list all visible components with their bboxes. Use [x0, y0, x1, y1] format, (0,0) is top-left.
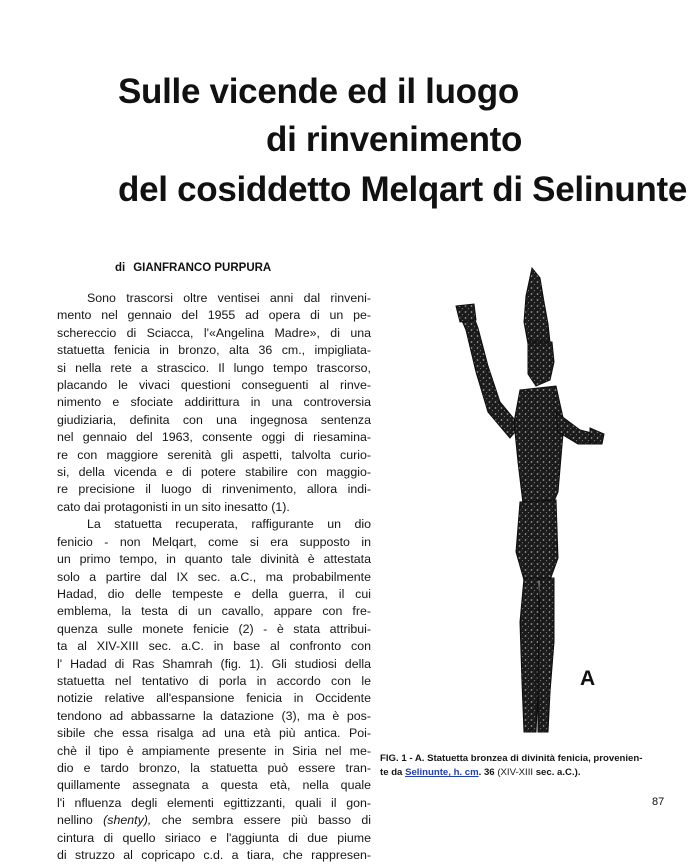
body-line: Hadad, dio delle tempeste e della guerra, il cui: [57, 586, 371, 601]
body-line: re con maggiore serenità gli aspetti, talvolta curio-: [57, 447, 371, 462]
caption-prefix: te da: [380, 767, 406, 778]
body-line: dio e tardo bronzo, la statuetta può essere tran-: [57, 760, 371, 775]
statuette-silhouette: [440, 262, 620, 802]
body-line: l' Hadad di Ras Shamrah (fig. 1). Gli studiosi della: [57, 656, 371, 671]
body-line: sibile che essa risalga ad una età più antica. Poi-: [57, 726, 371, 741]
body-line: statuetta nel tentativo di porla in accordo con le: [57, 673, 371, 688]
body-line: emblema, la testa di un cavallo, appare con fre-: [57, 604, 371, 619]
caption-dates: (XIV-XIII: [497, 767, 534, 778]
figure-caption: [380, 752, 665, 780]
caption-line-2: [380, 766, 665, 780]
body-line: Sono trascorsi oltre ventisei anni dal rinveni-: [87, 291, 371, 305]
author-byline: [115, 262, 271, 274]
title-line-2: di rinvenimento: [266, 120, 523, 159]
body-line: nimento e sfociate addirittura in una controversia: [57, 395, 371, 410]
body-line: quenza sulle monete fenicie (2) - è stata attribui-: [57, 621, 371, 636]
body-line: [57, 812, 371, 829]
caption-link[interactable]: Selinunte, h. cm: [405, 767, 479, 778]
body-line: solo a partire dal IX sec. a.C., ma probabilmente: [57, 569, 371, 584]
author-name: GIANFRANCO PURPURA: [133, 262, 272, 274]
body-line: placando le vivaci questioni conseguenti al rinve-: [57, 378, 371, 393]
body-line: mento nel gennaio del 1955 ad opera di un pe-: [57, 308, 371, 323]
article-body: [57, 290, 371, 864]
body-line: tendono ad abbassarne la datazione (3), ma è pos-: [57, 708, 371, 723]
body-line: fenicio - non Melqart, come si era supposto in: [57, 534, 371, 549]
body-line: nel gennaio del 1963, consente oggi di riesamina-: [57, 430, 371, 445]
body-line: di struzzo al copricapo c.d. a tiara, che rappresen-: [57, 848, 371, 862]
body-line: statuetta fenicia in bronzo, alta 36 cm., impigliata-: [57, 343, 371, 358]
byline-prefix: di: [115, 262, 126, 274]
figure-letter: A: [580, 667, 596, 690]
body-line: cato dai protagonisti in un sito inesatto (1).: [57, 499, 290, 514]
body-line: ta al XIV-XIII sec. a.C. in base al confronto con: [57, 639, 371, 654]
body-line-word: nellino: [57, 813, 93, 828]
italic-term: (shenty),: [103, 813, 152, 828]
body-line: notizie relative all'espansione fenicia in Occidente: [57, 691, 371, 706]
caption-line-1: FIG. 1 - A. Statuetta bronzea di divinità fenicia, provenien-: [380, 753, 643, 764]
body-line: cintura di quello siriaco e l'aggiunta di due piume: [57, 830, 371, 845]
body-line: un primo tempo, in quanto tale divinità è attestata: [57, 552, 371, 567]
body-line: La statuetta recuperata, raffigurante un dio: [87, 517, 371, 532]
title-line-3: del cosiddetto Melqart di Selinunte: [118, 170, 687, 209]
body-line: quillamente assegnata a questa età, nella quale: [57, 778, 371, 793]
caption-mid: . 36: [478, 767, 498, 778]
statuette-photo: [440, 262, 620, 802]
body-line: l'i nfluenza degli elementi egittizzanti, quali il gon-: [57, 795, 371, 810]
body-line: schereccio di Sciacca, l'«Angelina Madre», di una: [57, 325, 371, 340]
body-line: si nella rete a strascico. Il lungo tempo trascorso,: [57, 360, 371, 375]
body-line-rest: che sembra essere più basso di: [151, 813, 371, 828]
body-line: re precisione il luogo di rinvenimento, allora indi-: [57, 482, 371, 497]
page-number: 87: [652, 796, 665, 808]
caption-end: sec. a.C.).: [533, 767, 581, 778]
body-line: si, della vicenda e di potere stabilire con maggio-: [57, 465, 371, 480]
body-line: chè il tipo è ampiamente presente in Siria nel me-: [57, 743, 371, 758]
title-line-1: Sulle vicende ed il luogo: [118, 72, 519, 111]
body-line: giudiziaria, definita con una ingegnosa sentenza: [57, 412, 371, 427]
